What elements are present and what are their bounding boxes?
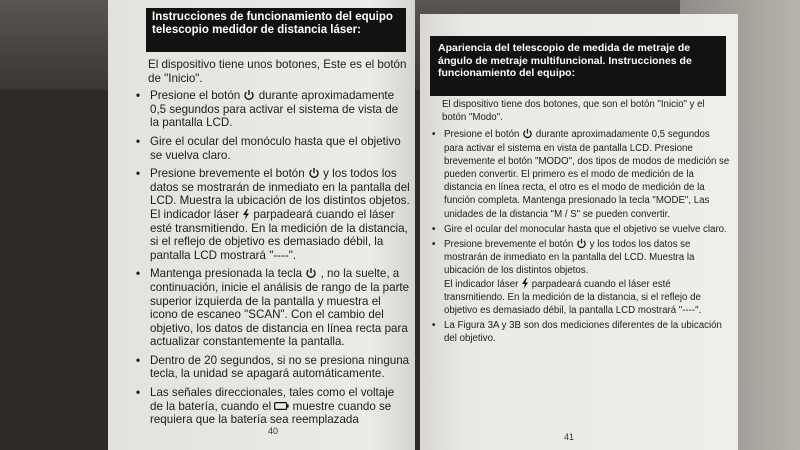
bullet: • [136,167,141,181]
power-icon [576,238,587,249]
bullet: • [432,320,436,332]
power-icon [305,267,317,279]
right-page [420,14,738,450]
list-item: • Las señales direccionales, tales como el voltaje de la batería, cuando el muestre cuando se requiera que la batería sea reemplazada [136,386,395,427]
list-item: • La Figura 3A y 3B son dos mediciones diferentes de la ubicación del objetivo. [432,320,722,345]
bullet: • [136,267,141,281]
left-page [108,0,415,450]
page-number: 41 [564,432,575,442]
bullet: • [136,353,141,367]
list-item: • Presione brevemente el botón y los todos los datos se mostrarán de inmediato en la pantalla del LCD. Muestra la ubicación de los distintos objetos. El indicador láser parpadeará cuando el láser esté transmitiendo. En la medición de la distancia, si el reflejo de objetivo es demasiado débil, la pantalla LCD mostrará "----". [432,239,702,317]
right-page-body [430,98,730,348]
laser-bolt-icon [521,278,529,289]
right-page-header: Apariencia del telescopio de medida de metraje de ángulo de metraje multifuncional. Instrucciones de funcionamiento del equipo: [430,36,726,96]
right-intro: El dispositivo tiene dos botones, que son el botón "Inicio" y el botón "Modo". [442,99,705,124]
left-intro: El dispositivo tiene unos botones, Este es el botón de "Inicio". [148,58,407,85]
power-icon [308,167,320,179]
list-item: • Presione el botón durante aproximadamente 0,5 segundos para activar el sistema en vista de pantalla LCD. Presione brevemente el botón "MODO", dos tipos de modos de medición se pueden convertir. El primero es el modo de medición de la distancia en línea recta, el otro es el modo de medición de la función completa. Mantenga presionado la tecla "MODE", Las unidades de la distancia "M / S" se pueden convertir. [432,129,730,220]
power-icon [243,89,255,101]
left-page-header: Instrucciones de funcionamiento del equipo telescopio medidor de distancia láser: [146,8,406,52]
bullet: • [432,239,436,251]
list-item: • Gire el ocular del monóculo hasta que el objetivo se vuelva claro. [136,134,401,162]
list-item: • Mantenga presionada la tecla , no la suelte, a continuación, inicie el análisis de rango de la parte superior izquierda de la pantalla y muestra el icono de escaneo "SCAN". Con el cambio del objetivo, los datos de distancia en línea recta para actualizar constantemente la pantalla. [136,267,410,349]
list-item: • Gire el ocular del monocular hasta que el objetivo se vuelve claro. [432,223,727,235]
list-item: • Presione el botón durante aproximadamente 0,5 segundos para activar el sistema de vista de la pantalla LCD. [136,89,399,130]
bullet: • [136,134,141,148]
bullet: • [432,223,436,235]
list-item: • Dentro de 20 segundos, si no se presiona ninguna tecla, la unidad se apagará automáticamente. [136,353,410,381]
bullet: • [136,89,141,103]
left-page-body [128,58,410,432]
laser-bolt-icon [242,209,250,220]
bullet: • [432,129,436,141]
battery-icon [274,402,289,410]
bullet: • [136,386,141,400]
page-number: 40 [268,426,279,436]
power-icon [522,128,533,139]
list-item: • Presione brevemente el botón y los todos los datos se mostrarán de inmediato en la pantalla del LCD. Muestra la ubicación de los distintos objetos. El indicador láser parpadeará cuando el láser esté transmitiendo. En la medición de la distancia, si el reflejo de objetivo es demasiado débil, la pantalla LCD mostrará "----". [136,167,410,262]
